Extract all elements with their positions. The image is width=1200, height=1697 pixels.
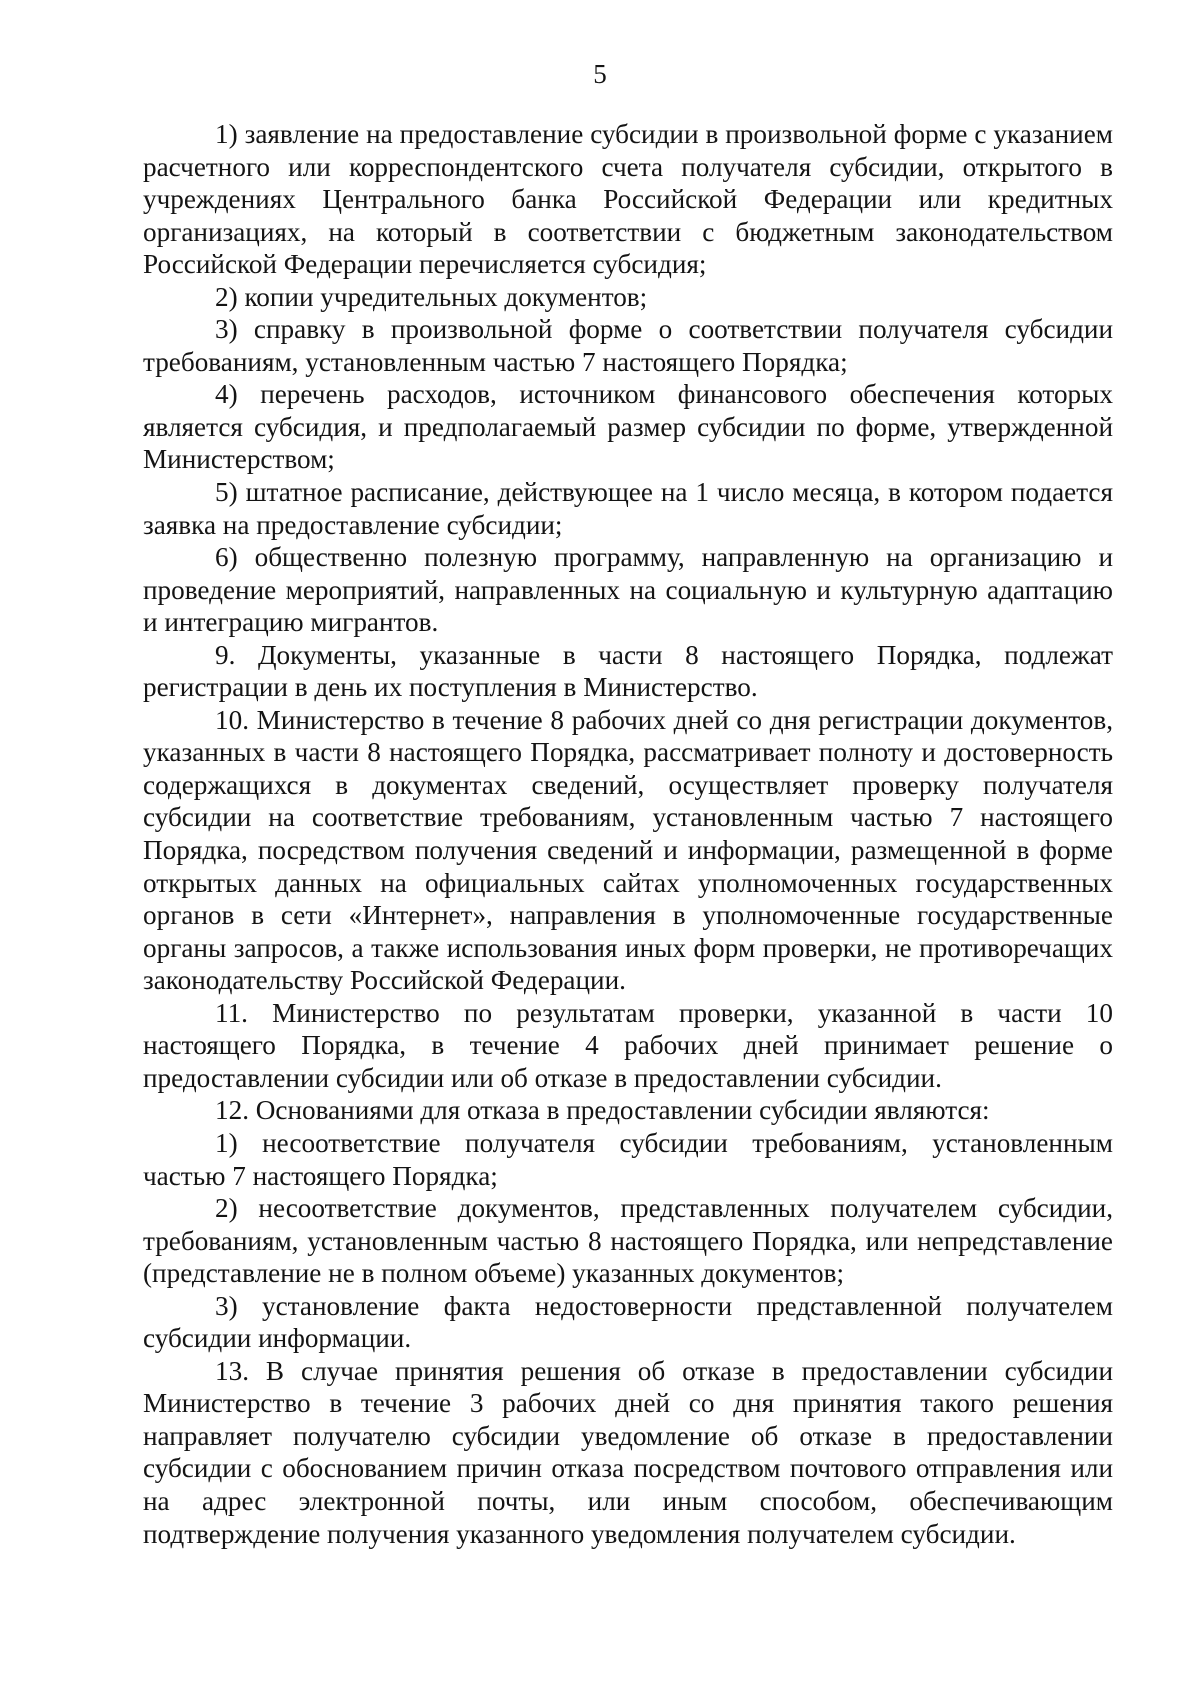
paragraph-section-11: 11. Министерство по результатам проверки, указанной в части 10 настоящего Порядка, в течение 4 рабочих дней принимает решение о предоставлении субсидии или об отказе в предоставлении субсидии. <box>143 997 1113 1093</box>
paragraph-section-12: 12. Основаниями для отказа в предоставлении субсидии являются: <box>215 1095 990 1126</box>
paragraph-refusal-ground-3: 3) установление факта недостоверности представленной получателем субсидии информации. <box>143 1290 1113 1354</box>
paragraph-item-6-public-program: 6) общественно полезную программу, направленную на организацию и проведение мероприятий, направленных на социальную и культурную адаптацию и интеграцию мигрантов. <box>143 542 1113 638</box>
paragraph-refusal-ground-1: 1) несоответствие получателя субсидии требованиям, установленным частью 7 настоящего Порядка; <box>143 1127 1113 1191</box>
paragraph-item-4-expense-list: 4) перечень расходов, источником финансового обеспечения которых является субсидия, и предполагаемый размер субсидии по форме, утвержденной Министерством; <box>143 379 1113 475</box>
paragraph-refusal-ground-2: 2) несоответствие документов, представленных получателем субсидии, требованиям, установленным частью 8 настоящего Порядка, или непредставление (представление не в полном объеме) указанных документов; <box>143 1193 1113 1289</box>
page-number: 5 <box>593 59 607 89</box>
paragraph-section-13: 13. В случае принятия решения об отказе в предоставлении субсидии Министерство в течение 3 рабочих дней со дня принятия такого решения направляет получателю субсидии уведомление об отказе в предоставлении субсидии с обоснованием причин отказа посредством почтового отправления или на адрес электронной почты, или иным способом, обеспечивающим подтверждение получения указанного уведомления получателем субсидии. <box>143 1355 1113 1549</box>
paragraph-item-5-staff-schedule: 5) штатное расписание, действующее на 1 число месяца, в котором подается заявка на предоставление субсидии; <box>143 477 1113 540</box>
document-body <box>143 118 1113 1550</box>
paragraph-item-2-founding-documents: 2) копии учредительных документов; <box>215 281 648 312</box>
paragraph-section-10: 10. Министерство в течение 8 рабочих дней со дня регистрации документов, указанных в части 8 настоящего Порядка, рассматривает полноту и достоверность содержащихся в документах сведений, осуществляет проверку получателя субсидии на соответствие требованиям, установленным частью 7 настоящего Порядка, посредством получения сведений и информации, размещенной в форме открытых данных на официальных сайтах уполномоченных государственных органов в сети «Интернет», направления в уполномоченные государственные органы запросов, а также использования иных форм проверки, не противоречащих законодательству Российской Федерации. <box>143 704 1113 996</box>
paragraph-section-9: 9. Документы, указанные в части 8 настоящего Порядка, подлежат регистрации в день их поступления в Министерство. <box>143 639 1113 703</box>
paragraph-item-1-application: 1) заявление на предоставление субсидии в произвольной форме с указанием расчетного или корреспондентского счета получателя субсидии, открытого в учреждениях Центрального банка Российской Федерации или кредитных организациях, на который в соответствии с бюджетным законодательством Российской Федерации перечисляется субсидия; <box>143 119 1113 280</box>
paragraph-item-3-compliance-certificate: 3) справку в произвольной форме о соответствии получателя субсидии требованиям, установленным частью 7 настоящего Порядка; <box>143 314 1113 377</box>
